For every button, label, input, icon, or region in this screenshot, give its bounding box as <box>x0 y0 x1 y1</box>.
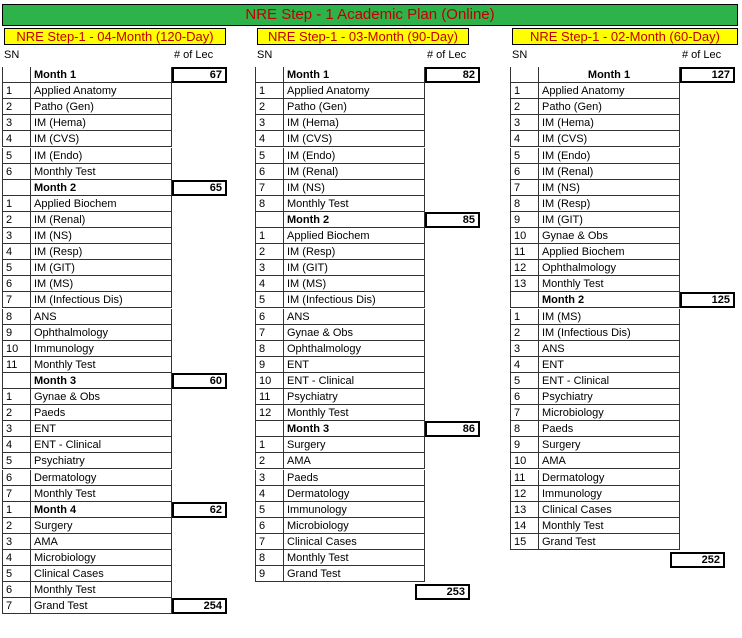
serial-number: 2 <box>255 453 283 469</box>
serial-number: 8 <box>510 196 538 212</box>
subject-name: Applied Biochem <box>30 196 172 212</box>
month-label: Month 1 <box>30 67 172 83</box>
serial-number: 15 <box>510 534 538 550</box>
subject-name: IM (CVS) <box>30 131 172 147</box>
month-label: Month 2 <box>30 180 172 196</box>
serial-number: 2 <box>510 99 538 115</box>
serial-number: 9 <box>510 437 538 453</box>
subject-name: Monthly Test <box>538 276 680 292</box>
serial-number: 2 <box>2 99 30 115</box>
serial-number: 1 <box>2 389 30 405</box>
serial-number: 8 <box>255 550 283 566</box>
serial-number: 3 <box>255 470 283 486</box>
serial-number: 1 <box>255 228 283 244</box>
serial-number: 5 <box>510 373 538 389</box>
subject-name: ENT <box>283 357 425 373</box>
serial-number: 3 <box>510 115 538 131</box>
serial-number: 5 <box>510 148 538 164</box>
serial-number: 4 <box>255 131 283 147</box>
serial-number: 6 <box>255 309 283 325</box>
serial-number: 9 <box>510 212 538 228</box>
month-lecture-count: 86 <box>425 421 480 437</box>
month-label: Month 2 <box>283 212 425 228</box>
subject-name: IM (Renal) <box>30 212 172 228</box>
serial-number: 6 <box>2 276 30 292</box>
serial-number: 7 <box>255 180 283 196</box>
subject-name: Surgery <box>30 518 172 534</box>
subject-name: AMA <box>283 453 425 469</box>
subject-name: IM (GIT) <box>30 260 172 276</box>
subject-name: Microbiology <box>538 405 680 421</box>
subject-name: Applied Biochem <box>283 228 425 244</box>
subject-name: IM (Renal) <box>283 164 425 180</box>
subject-name: Monthly Test <box>283 550 425 566</box>
subject-name: IM (NS) <box>283 180 425 196</box>
subject-name: Gynae & Obs <box>538 228 680 244</box>
subject-name: Clinical Cases <box>283 534 425 550</box>
serial-number: 6 <box>255 164 283 180</box>
subject-name: AMA <box>538 453 680 469</box>
serial-number: 5 <box>255 148 283 164</box>
serial-number: 11 <box>510 244 538 260</box>
subject-name: Monthly Test <box>30 582 172 598</box>
subject-name: AMA <box>30 534 172 550</box>
serial-number: 12 <box>255 405 283 421</box>
serial-number <box>510 292 538 308</box>
serial-number: 11 <box>510 470 538 486</box>
subject-name: Dermatology <box>30 470 172 486</box>
subject-name: IM (CVS) <box>283 131 425 147</box>
serial-number: 2 <box>2 518 30 534</box>
subject-name: IM (Endo) <box>538 148 680 164</box>
subject-name: ENT <box>538 357 680 373</box>
subject-name: IM (Infectious Dis) <box>538 325 680 341</box>
subject-name: Patho (Gen) <box>283 99 425 115</box>
serial-number: 6 <box>510 164 538 180</box>
lectures-column-header: # of Lec <box>682 49 722 61</box>
serial-number: 6 <box>255 518 283 534</box>
serial-number: 3 <box>2 534 30 550</box>
subject-name: Grand Test <box>30 598 172 614</box>
subject-name: Patho (Gen) <box>538 99 680 115</box>
serial-number: 5 <box>255 502 283 518</box>
grand-total-lectures: 254 <box>172 598 227 614</box>
serial-number: 7 <box>510 180 538 196</box>
subject-name: ENT - Clinical <box>30 437 172 453</box>
sn-column-header: SN <box>512 49 528 61</box>
serial-number: 7 <box>255 325 283 341</box>
subject-name: Psychiatry <box>538 389 680 405</box>
serial-number: 3 <box>255 260 283 276</box>
subject-name: Ophthalmology <box>538 260 680 276</box>
subject-name: Ophthalmology <box>30 325 172 341</box>
serial-number <box>255 212 283 228</box>
serial-number: 8 <box>255 341 283 357</box>
serial-number: 12 <box>510 486 538 502</box>
grand-total-lectures: 252 <box>670 552 725 568</box>
plan-header: NRE Step-1 - 03-Month (90-Day) <box>257 28 469 45</box>
serial-number: 7 <box>2 292 30 308</box>
subject-name: Applied Anatomy <box>283 83 425 99</box>
subject-name: IM (Hema) <box>538 115 680 131</box>
serial-number: 9 <box>255 566 283 582</box>
lectures-column-header: # of Lec <box>427 49 467 61</box>
serial-number: 13 <box>510 502 538 518</box>
subject-name: Grand Test <box>538 534 680 550</box>
month-label: Month 3 <box>30 373 172 389</box>
subject-name: Clinical Cases <box>30 566 172 582</box>
month-lecture-count: 67 <box>172 67 227 83</box>
subject-name: Immunology <box>538 486 680 502</box>
serial-number: 3 <box>255 115 283 131</box>
month-lecture-count: 60 <box>172 373 227 389</box>
subject-name: IM (Endo) <box>283 148 425 164</box>
subject-name: IM (MS) <box>283 276 425 292</box>
subject-name: Grand Test <box>283 566 425 582</box>
serial-number <box>2 373 30 389</box>
subject-name: ANS <box>283 309 425 325</box>
serial-number: 1 <box>255 83 283 99</box>
serial-number: 8 <box>2 309 30 325</box>
subject-name: Monthly Test <box>283 405 425 421</box>
subject-name: Monthly Test <box>30 164 172 180</box>
subject-name: Applied Biochem <box>538 244 680 260</box>
serial-number: 8 <box>510 421 538 437</box>
serial-number: 4 <box>255 486 283 502</box>
serial-number: 3 <box>2 421 30 437</box>
lectures-column-header: # of Lec <box>174 49 214 61</box>
subject-name: ENT - Clinical <box>283 373 425 389</box>
serial-number: 1 <box>2 83 30 99</box>
subject-name: Dermatology <box>283 486 425 502</box>
subject-name: Monthly Test <box>538 518 680 534</box>
serial-number: 4 <box>2 550 30 566</box>
subject-name: Ophthalmology <box>283 341 425 357</box>
subject-name: IM (GIT) <box>538 212 680 228</box>
serial-number: 5 <box>255 292 283 308</box>
subject-name: Surgery <box>283 437 425 453</box>
subject-name: Clinical Cases <box>538 502 680 518</box>
subject-name: IM (NS) <box>538 180 680 196</box>
subject-name: Patho (Gen) <box>30 99 172 115</box>
serial-number: 7 <box>510 405 538 421</box>
serial-number: 3 <box>2 115 30 131</box>
subject-name: Psychiatry <box>30 453 172 469</box>
subject-name: IM (NS) <box>30 228 172 244</box>
serial-number: 8 <box>255 196 283 212</box>
subject-name: Paeds <box>30 405 172 421</box>
serial-number: 3 <box>2 228 30 244</box>
subject-name: IM (Infectious Dis) <box>283 292 425 308</box>
serial-number: 10 <box>510 453 538 469</box>
serial-number: 2 <box>2 212 30 228</box>
serial-number: 11 <box>255 389 283 405</box>
sn-column-header: SN <box>257 49 273 61</box>
subject-name: Surgery <box>538 437 680 453</box>
serial-number: 11 <box>2 357 30 373</box>
month-lecture-count: 82 <box>425 67 480 83</box>
month-label: Month 4 <box>30 502 172 518</box>
serial-number <box>255 67 283 83</box>
serial-number: 2 <box>255 99 283 115</box>
subject-name: IM (Resp) <box>538 196 680 212</box>
serial-number: 12 <box>510 260 538 276</box>
serial-number <box>510 67 538 83</box>
serial-number <box>255 421 283 437</box>
serial-number: 7 <box>2 486 30 502</box>
serial-number: 1 <box>2 502 30 518</box>
subject-name: IM (GIT) <box>283 260 425 276</box>
serial-number: 4 <box>510 131 538 147</box>
serial-number: 13 <box>510 276 538 292</box>
month-lecture-count: 125 <box>680 292 735 308</box>
sn-column-header: SN <box>4 49 20 61</box>
month-label: Month 3 <box>283 421 425 437</box>
subject-name: ANS <box>30 309 172 325</box>
subject-name: IM (MS) <box>30 276 172 292</box>
subject-name: Microbiology <box>283 518 425 534</box>
subject-name: IM (Endo) <box>30 148 172 164</box>
subject-name: IM (Resp) <box>283 244 425 260</box>
subject-name: Monthly Test <box>30 486 172 502</box>
serial-number: 6 <box>2 164 30 180</box>
serial-number: 1 <box>2 196 30 212</box>
subject-name: IM (Hema) <box>30 115 172 131</box>
subject-name: Immunology <box>283 502 425 518</box>
subject-name: IM (Hema) <box>283 115 425 131</box>
serial-number <box>2 180 30 196</box>
serial-number: 9 <box>2 325 30 341</box>
subject-name: ENT - Clinical <box>538 373 680 389</box>
subject-name: Applied Anatomy <box>30 83 172 99</box>
serial-number: 1 <box>255 437 283 453</box>
subject-name: ENT <box>30 421 172 437</box>
serial-number: 7 <box>2 598 30 614</box>
serial-number: 4 <box>2 244 30 260</box>
page-title: NRE Step - 1 Academic Plan (Online) <box>2 4 738 26</box>
subject-name: IM (CVS) <box>538 131 680 147</box>
serial-number: 1 <box>510 83 538 99</box>
serial-number <box>2 67 30 83</box>
subject-name: Gynae & Obs <box>30 389 172 405</box>
serial-number: 5 <box>2 566 30 582</box>
subject-name: ANS <box>538 341 680 357</box>
serial-number: 10 <box>2 341 30 357</box>
month-lecture-count: 127 <box>680 67 735 83</box>
serial-number: 3 <box>510 341 538 357</box>
subject-name: Applied Anatomy <box>538 83 680 99</box>
serial-number: 5 <box>2 148 30 164</box>
serial-number: 2 <box>2 405 30 421</box>
serial-number: 4 <box>2 437 30 453</box>
month-label: Month 2 <box>538 292 680 308</box>
serial-number: 4 <box>510 357 538 373</box>
month-lecture-count: 85 <box>425 212 480 228</box>
subject-name: Monthly Test <box>283 196 425 212</box>
serial-number: 9 <box>255 357 283 373</box>
serial-number: 4 <box>2 131 30 147</box>
month-label: Month 1 <box>538 67 680 83</box>
subject-name: Gynae & Obs <box>283 325 425 341</box>
serial-number: 6 <box>2 470 30 486</box>
serial-number: 10 <box>510 228 538 244</box>
serial-number: 2 <box>510 325 538 341</box>
serial-number: 14 <box>510 518 538 534</box>
month-lecture-count: 65 <box>172 180 227 196</box>
subject-name: IM (Resp) <box>30 244 172 260</box>
plan-header: NRE Step-1 - 04-Month (120-Day) <box>4 28 226 45</box>
serial-number: 4 <box>255 276 283 292</box>
serial-number: 5 <box>2 453 30 469</box>
subject-name: Paeds <box>283 470 425 486</box>
subject-name: Monthly Test <box>30 357 172 373</box>
subject-name: IM (Infectious Dis) <box>30 292 172 308</box>
subject-name: IM (Renal) <box>538 164 680 180</box>
serial-number: 7 <box>255 534 283 550</box>
plan-header: NRE Step-1 - 02-Month (60-Day) <box>512 28 738 45</box>
serial-number: 2 <box>255 244 283 260</box>
subject-name: Psychiatry <box>283 389 425 405</box>
serial-number: 5 <box>2 260 30 276</box>
month-label: Month 1 <box>283 67 425 83</box>
subject-name: Immunology <box>30 341 172 357</box>
subject-name: Dermatology <box>538 470 680 486</box>
month-lecture-count: 62 <box>172 502 227 518</box>
subject-name: Microbiology <box>30 550 172 566</box>
subject-name: Paeds <box>538 421 680 437</box>
grand-total-lectures: 253 <box>415 584 470 600</box>
serial-number: 6 <box>510 389 538 405</box>
serial-number: 6 <box>2 582 30 598</box>
subject-name: IM (MS) <box>538 309 680 325</box>
serial-number: 10 <box>255 373 283 389</box>
serial-number: 1 <box>510 309 538 325</box>
